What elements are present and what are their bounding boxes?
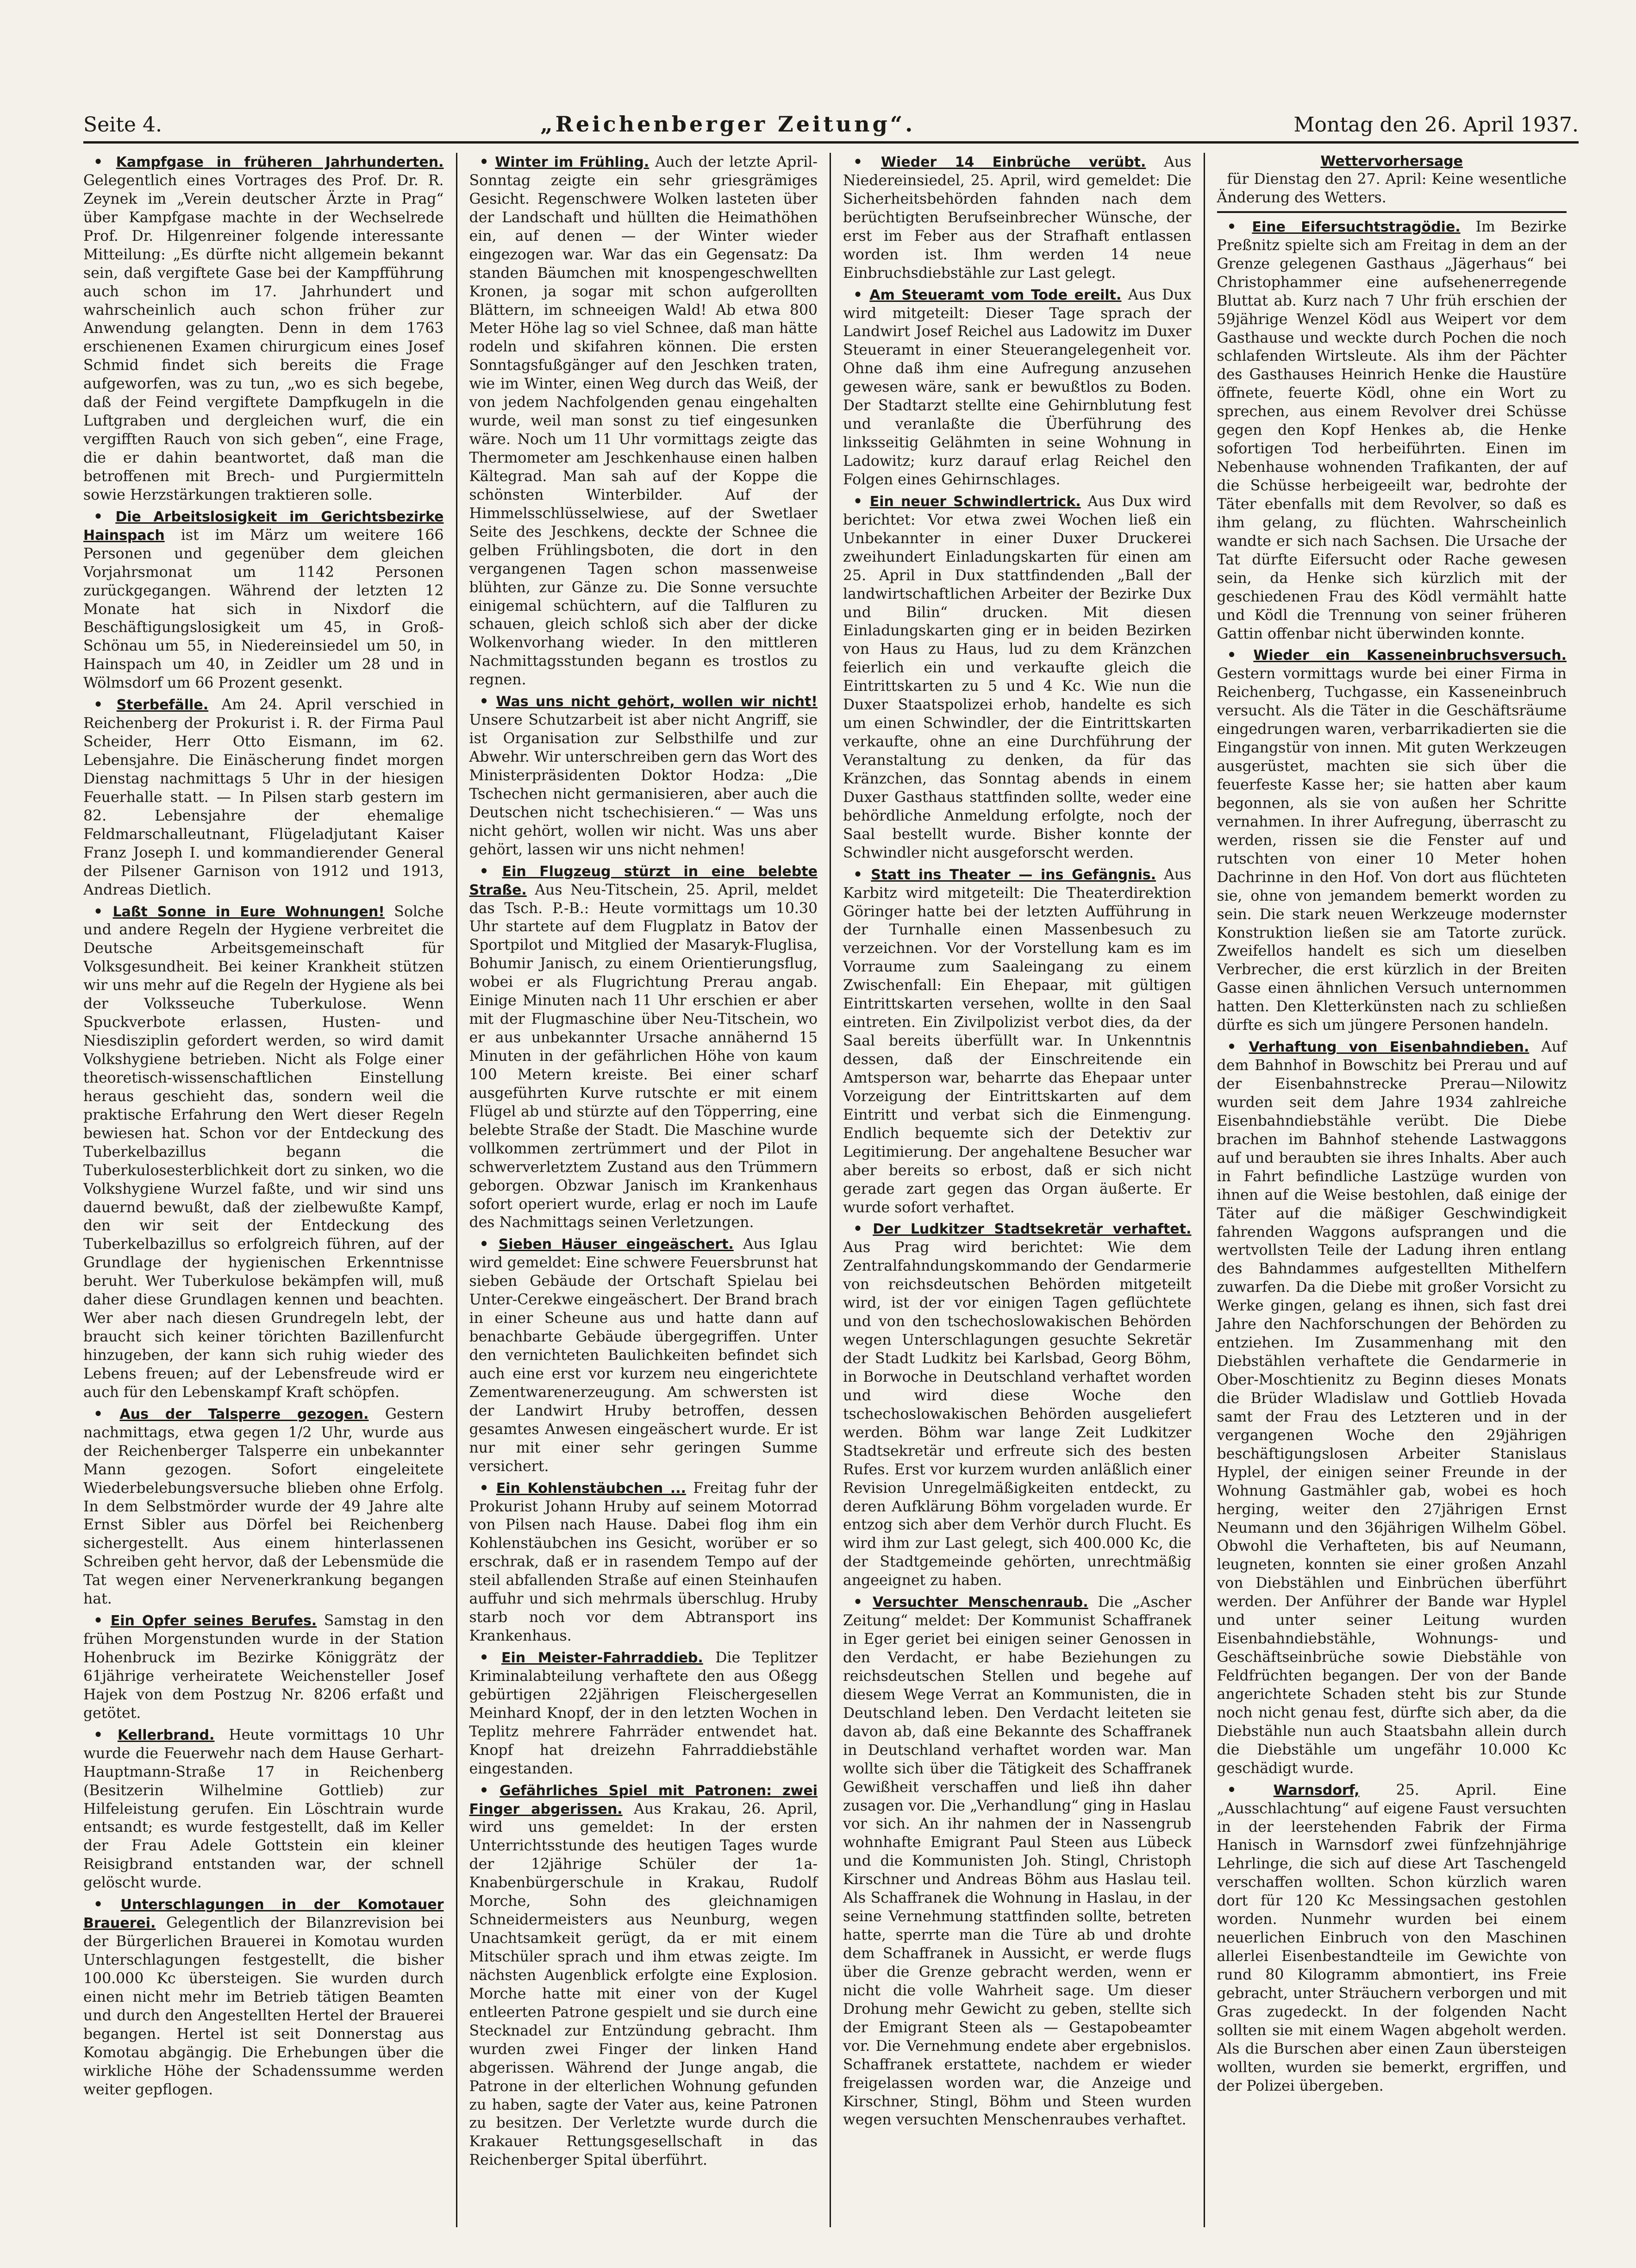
article-body: Aus Prag wird berichtet: Wie dem Zentralfahndungskommando der Gendarmerie von reichsdeutschen Behörden mitgeteilt wird, ist der vor einigen Tagen geflüchtete und von den tschechoslowakischen Behörden wegen Unterschlagungen gesuchte Sekretär der Stadt Ludkitz bei Karlsbad, Georg Böhm, in Borwoche in Deutschland verhaftet worden und wird diese Woche den tschechoslowakischen Behörden ausgeliefert werden. Böhm war lange Zeit Ludkitzer Stadtsekretär und erfreute sich des besten Rufes. Erst vor kurzem wurden anläßlich einer Revision Unregelmäßigkeiten entdeckt, zu deren Aufklärung Böhm vorgeladen wurde. Er entzog sich aber dem Verhör durch Flucht. Es wird ihm zur Last gelegt, sich 400.000 Kc, die der Stadtgemeinde gehörten, unrechtmäßig angeeignet zu haben. xyxy=(843,1239,1192,1589)
article xyxy=(1217,1781,1567,2096)
bullet-mark: • xyxy=(853,1220,873,1238)
article-headline: Kellerbrand. xyxy=(117,1727,215,1743)
bullet-mark: • xyxy=(853,865,871,883)
article-paragraph xyxy=(469,862,818,1233)
bullet-mark: • xyxy=(94,1405,120,1422)
article xyxy=(843,153,1192,283)
article-body: Solche und andere Regeln der Hygiene verbreitet die Deutsche Arbeitsgemeinschaft für Volksgesundheit. Bei keiner Krankheit stützen wir uns mehr auf die Regeln der Hygiene als bei der Volksseuche Tuberkulose. Wenn Spuckverbote erlassen, Husten- und Niesdisziplin gefordert werden, so wird damit Volkshygiene betrieben. Nicht als Folge einer theoretisch-wissenschaftlichen Einstellung heraus geschieht das, sondern weil die praktische Erfahrung den Wert dieser Regeln bewiesen hat. Schon vor der Entdeckung des Tuberkelbazillus begann die Tuberkulosesterblichkeit dort zu sinken, wo die Volkshygiene Wurzel faßte, und wir sind uns dauernd bewußt, daß der zielbewußte Kampf, den wir seit der Entdeckung des Tuberkelbazillus so erfolgreich führen, auf der Grundlage der hygienischen Erkenntnisse beruht. Wer Tuberkulose bekämpfen will, muß daher diese Grundlagen kennen und beachten. Wer aber nach diesen Grundregeln lebt, der braucht sich keiner törichten Bazillenfurcht hinzugeben, der kann sich ruhig wieder des Lebens freuen; auf der Lebensfreude wird er auch für den Lebenskampf Kraft schöpfen. xyxy=(83,903,444,1401)
article-paragraph xyxy=(469,692,818,859)
article xyxy=(469,153,818,689)
weather-forecast xyxy=(1217,153,1567,213)
bullet-mark: • xyxy=(94,902,113,920)
article xyxy=(83,507,444,693)
article-paragraph xyxy=(83,1611,444,1723)
article-paragraph xyxy=(469,1235,818,1476)
article xyxy=(469,692,818,859)
article-headline: Der Ludkitzer Stadtsekretär verhaftet. xyxy=(873,1221,1192,1238)
article-headline: Statt ins Theater — ins Gefängnis. xyxy=(871,866,1156,883)
article-headline: Ein Kohlenstäubchen ... xyxy=(496,1480,687,1497)
article-paragraph xyxy=(469,1479,818,1646)
bullet-mark: • xyxy=(94,1612,111,1629)
article-paragraph xyxy=(1217,646,1567,1035)
article-body: Im Bezirke Preßnitz spielte sich am Freitag in dem an der Grenze gelegenen Gasthaus „Jägerhaus“ bei Christophammer eine aufsehenerregende Bluttat ab. Kurz nach 7 Uhr früh erschien der 59jährige Wenzel Ködl aus Weipert vor dem Gasthause und weckte durch Pochen die noch schlafenden Wirtsleute. Als ihm der Pächter des Gasthauses Heinrich Henke die Haustüre öffnete, feuerte Ködl, ohne ein Wort zu sprechen, aus einem Revolver drei Schüsse gegen den Kopf Henkes ab, die Henke sofortigen Tod herbeiführten. Einen im Nebenhause wohnenden Trafikanten, der auf die Schüsse herbeigeeilt war, bedrohte der Täter ebenfalls mit dem Revolver, so daß es ihm gelang, zu flüchten. Wahrscheinlich wandte er sich nach Sachsen. Die Ursache der Tat dürfte Eifersucht oder Rache gewesen sein, da Henke sich kürzlich mit der geschiedenen Frau des Ködl vermählt hatte und Ködl die Trennung von seiner früheren Gattin offenbar nicht überwinden konnte. xyxy=(1217,218,1567,642)
article-headline: Verhaftung von Eisenbahndieben. xyxy=(1249,1039,1530,1056)
article-body: Die Teplitzer Kriminalabteilung verhaftete den aus Oßegg gebürtigen 22jährigen Fleischergesellen Meinhard Knopf, der in den letzten Wochen in Teplitz mehrere Fahrräder entwendet hat. Knopf hat dreizehn Fahrraddiebstähle eingestanden. xyxy=(469,1649,818,1777)
article-headline: Sieben Häuser eingeäschert. xyxy=(498,1236,734,1253)
article-paragraph xyxy=(469,1648,818,1779)
article-paragraph xyxy=(83,1405,444,1609)
article xyxy=(83,1895,444,2099)
bullet-mark: • xyxy=(853,286,870,303)
bullet-mark: • xyxy=(479,862,502,880)
article-paragraph xyxy=(83,902,444,1402)
bullet-mark: • xyxy=(479,1781,500,1799)
article xyxy=(469,1479,818,1646)
article-headline: Ein Flugzeug stürzt in eine belebte Straße. xyxy=(469,863,818,898)
bullet-mark: • xyxy=(479,1649,501,1666)
article-body: für Dienstag den 27. April: Keine wesentliche Änderung des Wetters. xyxy=(1217,171,1567,206)
article-headline: Ein Meister-Fahrraddieb. xyxy=(501,1650,703,1666)
article-paragraph xyxy=(83,153,444,505)
column-1 xyxy=(83,153,457,2227)
article xyxy=(843,286,1192,489)
bullet-mark: • xyxy=(1227,218,1252,235)
article-paragraph xyxy=(1217,218,1567,644)
article-paragraph xyxy=(469,1781,818,2170)
article-body: Auch der letzte April-Sonntag zeigte ein sehr griesgrämiges Gesicht. Regenschwere Wolken lasteten über der Landschaft und hüllten die Heimathöhen ein, auf denen — der Winter wieder eingezogen war. War das ein Gegensatz: Da standen Bäumchen mit knospengeschwellten Kronen, ja sogar mit schon aufgerollten Blättern, im schneeigen Wald! Ab etwa 800 Meter Höhe lag so viel Schnee, daß man hätte rodeln und skifahren können. Die ersten Sonntagsfußgänger auf den Jeschken traten, wie im Winter, einen Weg durch das Weiß, der von jedem Nachfolgenden genau eingehalten wurde, weil man sonst zu tief eingesunken wäre. Noch um 11 Uhr vormittags zeigte das Thermometer am Jeschkenhause einen halben Kältegrad. Man sah auf der Koppe die schönsten Winterbilder. Auf der Himmelsschlüsselwiese, auf der Swetlaer Seite des Jeschkens, deckte der Schnee die gelben Frühlingsboten, die dort in den vergangenen Tagen schon massenweise blühten, zur Gänze zu. Die Sonne versuchte einigemal schüchtern, auf die Talfluren zu schauen, gleich schloß sich aber der dicke Wolkenvorhang wieder. In den mittleren Nachmittagsstunden begann es trostlos zu regnen. xyxy=(469,154,818,689)
issue-date: Montag den 26. April 1937. xyxy=(1293,113,1579,137)
article-headline: Wettervorhersage xyxy=(1320,153,1463,169)
article-body: Gelegentlich eines Vortrages des Prof. Dr. R. Zeynek im „Verein deutscher Ärzte in Prag“ über Kampfgase machte in der Wechselrede Prof. Dr. Hilgenreiner folgende interessante Mitteilung: „Es dürfte nicht allgemein bekannt sein, daß vergiftete Gase bei der Kampfführung auch schon im 17. Jahrhundert und wahrscheinlich auch schon früher zur Anwendung gelangten. Denn in dem 1763 erschienenen Examen chirurgicum eines Josef Schmid findet sich bereits die Frage aufgeworfen, was zu tun, „wo es sich begebe, daß der Feind vergiftete Dampfkugeln in die Luftgraben und dergleichen wurf, die ein vergifften Rauch von sich geben“, eine Frage, die er dahin beantwortet, daß man die betroffenen mit Brech- und Purgiermitteln sowie Herzstärkungen traktieren solle. xyxy=(83,172,444,503)
article xyxy=(1217,218,1567,644)
column-2 xyxy=(457,153,831,2227)
article-headline: Kampfgase in früheren Jahrhunderten. xyxy=(116,154,444,170)
article-body: Gelegentlich der Bilanzrevision bei der Bürgerlichen Brauerei in Komotau wurden Unterschlagungen festgestellt, die bisher 100.000 Kc übersteigen. Sie wurden durch einen nicht mehr im Betrieb tätigen Beamten und durch den Angestellten Hertel der Brauerei begangen. Hertel ist seit Donnerstag aus Komotau abgängig. Die Erhebungen über die wirkliche Höhe der Schadenssumme werden weiter gepflogen. xyxy=(83,1915,444,2098)
article xyxy=(1217,1038,1567,1778)
article-paragraph xyxy=(843,1593,1192,2130)
article-paragraph xyxy=(843,153,1192,283)
article xyxy=(83,1405,444,1609)
page-number: Seite 4. xyxy=(83,113,162,137)
bullet-mark: • xyxy=(1227,1781,1274,1798)
article-body: Gestern nachmittags, etwa gegen 1/2 Uhr, wurde aus der Reichenberger Talsperre ein unbekannter Mann gezogen. Sofort eingeleitete Wiederbelebungsversuche blieben ohne Erfolg. In dem Selbstmörder wurde der 49 Jahre alte Ernst Sibler aus Dörfel bei Reichenberg sichergestellt. Aus einem hinterlassenen Schreiben geht hervor, daß der Lebensmüde die Tat wegen einer Nervenerkrankung begangen hat. xyxy=(83,1405,444,1608)
column-3 xyxy=(831,153,1205,2227)
article-headline: Am Steueramt vom Tode ereilt. xyxy=(869,287,1122,303)
article xyxy=(469,1648,818,1779)
article-headline: Wieder ein Kasseneinbruchsversuch. xyxy=(1253,647,1567,664)
article-headline: Eine Eifersuchtstragödie. xyxy=(1252,219,1461,235)
newspaper-page xyxy=(83,107,1579,2237)
article-paragraph xyxy=(843,865,1192,1217)
article-body: Samstag in den frühen Morgenstunden wurde in der Station Hohenbruck im Bezirke Königgrätz der 61jährige verheiratete Weichensteller Josef Hajek von dem Postzug Nr. 8206 erfaßt und getötet. xyxy=(83,1612,444,1722)
article-headline: Wieder 14 Einbrüche verübt. xyxy=(880,154,1146,170)
article-headline: Laßt Sonne in Eure Wohnungen! xyxy=(112,903,385,920)
article-body: Gestern vormittags wurde bei einer Firma in Reichenberg, Tuchgasse, ein Kasseneinbruch versucht. Als die Täter in die Geschäftsräume eingedrungen waren, verbarrikadierten sie die Eingangstür von innen. Mit guten Werkzeugen ausgerüstet, machten sie sich über die feuerfeste Kasse her; sie hatten aber kaum begonnen, als sie von außen her Schritte vernahmen. In ihrer Aufregung, überrascht zu werden, rissen sie die Fenster auf und rutschten von einer 10 Meter hohen Dachrinne in den Hof. Von dort aus flüchteten sie, ohne von jemandem bemerkt worden zu sein. Die stark neuen Werkzeuge modernster Konstruktion ließen sie am Tatorte zurück. Zweifellos handelt es sich um dieselben Verbrecher, die erst kürzlich in der Breiten Gasse einen ähnlichen Versuch unternommen hatten. Den Kletterkünsten nach zu schließen dürfte es sich um jüngere Personen handeln. xyxy=(1217,665,1567,1034)
article-headline: Ein Opfer seines Berufes. xyxy=(110,1613,317,1629)
article-body: Die „Ascher Zeitung“ meldet: Der Kommunist Schaffranek in Eger geriet bei einigen seiner Genossen in den Verdacht, er habe Beziehungen zu reichsdeutschen Stellen und begehe auf diesem Wege Verrat an Kommunisten, die in Deutschland leben. Den Verdacht leiteten sie davon ab, daß eine Bekannte des Schaffranek in Deutschland verhaftet worden war. Man wollte sich über die Tätigkeit des Schaffranek Gewißheit verschaffen und ließ ihn daher zusagen vor. Die „Verhandlung“ ging in Haslau vor sich. An ihr nahmen der in Nassengrub wohnhafte Emigrant Paul Steen aus Lübeck und die Kommunisten Joh. Stingl, Christoph Kirschner und Andreas Böhm aus Haslau teil. Als Schaffranek die Wohnung in Haslau, in der seine Vernehmung stattfinden sollte, betreten hatte, sperrte man die Türe ab und drohte dem Schaffranek in Aussicht, er werde flugs über die Grenze gebracht werden, wenn er nicht die volle Wahrheit sage. Um dieser Drohung mehr Gewicht zu geben, stellte sich der Emigrant Steen als — Gestapobeamter vor. Die Vernehmung endete aber ergebnislos. Schaffranek erstattete, nachdem er wieder freigelassen worden war, die Anzeige und Kirschner, Stingl, Böhm und Steen wurden wegen versuchten Menschenraubes verhaftet. xyxy=(843,1594,1192,2129)
article xyxy=(1217,646,1567,1035)
article xyxy=(83,153,444,505)
article-headline: Warnsdorf, xyxy=(1273,1782,1360,1798)
article xyxy=(83,695,444,899)
bullet-mark: • xyxy=(853,1593,873,1611)
bullet-mark: • xyxy=(94,507,116,525)
article-headline: Aus der Talsperre gezogen. xyxy=(119,1406,369,1422)
article xyxy=(83,1611,444,1723)
article-body: ist im März um weitere 166 Personen und gegenüber dem gleichen Vorjahrsmonat um 1142 Personen zurückgegangen. Während der letzten 12 Monate hat sich in Nixdorf die Beschäftigungslosigkeit um 45, in Groß-Schönau um 55, in Niedereinsiedel um 50, in Hainspach um 40, in Zeidler um 28 und in Wölmsdorf um 66 Prozent gesenkt. xyxy=(83,526,444,692)
column-4 xyxy=(1205,153,1579,2227)
article-headline: Versuchter Menschenraub. xyxy=(873,1594,1088,1611)
article-paragraph xyxy=(469,153,818,689)
article-body: Freitag fuhr der Prokurist Johann Hruby auf seinem Motorrad von Pilsen nach Hause. Dabei flog ihm ein Kohlenstäubchen ins Gesicht, worüber er so erschrak, daß er in rasendem Tempo auf der steil abfallenden Straße auf einen Steinhaufen auffuhr und sich mehrmals überschlug. Hruby starb noch vor dem Abtransport ins Krankenhaus. xyxy=(469,1479,818,1645)
article-paragraph xyxy=(1217,1781,1567,2096)
article-columns xyxy=(83,153,1579,2227)
article xyxy=(843,492,1192,863)
article-body: 25. April. Eine „Ausschlachtung“ auf eigene Faust versuchten in der leerstehenden Fabrik der Firma Hanisch in Warnsdorf zwei fünfzehnjährige Lehrlinge, die sich auf diese Art Taschengeld verschaffen wollten. Schon kürzlich waren dort für 120 Kc Messingsachen gestohlen worden. Nunmehr wurden bei einem neuerlichen Einbruch von den Maschinen allerlei Eisenbestandteile im Gewichte von rund 80 Kilogramm abmontiert, ins Freie gebracht, unter Sträuchern verborgen und mit Gras zugedeckt. In der folgenden Nacht sollten sie mit einem Wagen abgeholt werden. Als die Burschen aber einen Zaun übersteigen wollten, wurden sie bemerkt, ergriffen, und der Polizei übergeben. xyxy=(1217,1781,1567,2094)
article-paragraph xyxy=(83,1895,444,2099)
bullet-mark: • xyxy=(94,1726,118,1743)
bullet-mark: • xyxy=(94,696,117,714)
bullet-mark: • xyxy=(853,492,870,510)
article xyxy=(843,1593,1192,2130)
bullet-mark: • xyxy=(1227,646,1254,664)
article-body: Auf dem Bahnhof in Bowschitz bei Prerau und auf der Eisenbahnstrecke Prerau—Nilowitz wurden seit dem Jahre 1934 zahlreiche Eisenbahndiebstähle verübt. Die Diebe brachen im Bahnhof stehende Lastwaggons auf und beraubten sie ihres Inhalts. Aber auch in Fahrt befindliche Lastzüge wurden von ihnen auf die Weise bestohlen, daß einige der Täter auf die mäßiger Geschwindigkeit fahrenden Waggons aufsprangen und die wertvollsten Teile der Ladung ihren entlang des Bahndammes aufgestellten Mithelfern zuwarfen. Da die Diebe mit großer Vorsicht zu Werke gingen, gelang es ihnen, sich fast drei Jahre den Nachforschungen der Behörden zu entziehen. Im Zusammenhang mit den Diebstählen verhaftete die Gendarmerie in Ober-Moschtienitz zu Beginn dieses Monats die Brüder Wladislaw und Gottlieb Hovada samt der Frau des Letzteren und in der vergangenen Woche den 29jährigen beschäftigungslosen Arbeiter Stanislaus Hyplel, der einigen seiner Freunde in der Wohnung Gastmähler gab, wobei es hoch herging, weiter den 27jährigen Ernst Neumann und den 36jährigen Wilhelm Göbel. Obwohl die Verhafteten, bis auf Neumann, leugneten, konnten sie einer großen Anzahl von Diebstählen und Einbrüchen überführt werden. Der Anführer der Bande war Hyplel und unter seiner Leitung wurden Eisenbahndiebstähle, Wohnungs- und Geschäftseinbrüche sowie Diebstähle von Feldfrüchten begangen. Der von der Bande angerichtete Schaden steht bis zur Stunde noch nicht genau fest, dürfte sich aber, da die Diebstähle nun auch Staatsbahn allein durch die Diebstähle um ungefähr 10.000 Kc geschädigt wurde. xyxy=(1217,1039,1567,1777)
article-paragraph xyxy=(843,286,1192,489)
article-body: Am 24. April verschied in Reichenberg der Prokurist i. R. der Firma Paul Scheider, Herr Otto Eismann, im 62. Lebensjahre. Die Einäscherung findet morgen Dienstag nachmittags 5 Uhr in der hiesigen Feuerhalle statt. — In Pilsen starb gestern im 82. Lebensjahre der ehemalige Feldmarschalleutnant, Flügeladjutant Kaiser Franz Joseph I. und kommandierender General der Pilsener Garnison von 1912 und 1913, Andreas Dietlich. xyxy=(83,696,444,898)
masthead xyxy=(83,107,1579,144)
article-headline: Was uns nicht gehört, wollen wir nicht! xyxy=(496,694,818,710)
article-body: Aus Dux wird mitgeteilt: Dieser Tage sprach der Landwirt Josef Reichel aus Ladowitz im Duxer Steueramt in einer Steuerangelegenheit vor. Ohne daß ihm eine Aufregung anzusehen gewesen wäre, sank er bewußtlos zu Boden. Der Stadtarzt stellte eine Gehirnblutung fest und veranlaßte die Überführung des linksseitig Gelähmten in seine Wohnung in Ladowitz; kurz darauf erlag Reichel den Folgen eines Gehirnschlages. xyxy=(843,286,1192,488)
article-body: Heute vormittags 10 Uhr wurde die Feuerwehr nach dem Hause Gerhart-Hauptmann-Straße 17 in Reichenberg (Besitzerin Wilhelmine Gottlieb) zur Hilfeleistung gerufen. Ein Löschtrain wurde entsandt; es wurde festgestellt, daß im Keller der Frau Adele Gottstein ein kleiner Reisigbrand entstanden war, der schnell gelöscht wurde. xyxy=(83,1726,444,1892)
bullet-mark: • xyxy=(479,1479,496,1497)
bullet-mark: • xyxy=(94,1896,121,1913)
article-headline: Die Arbeitslosigkeit im Gerichtsbezirke Hainspach xyxy=(83,508,444,544)
bullet-mark: • xyxy=(479,693,496,710)
article-paragraph xyxy=(1217,1038,1567,1778)
article-headline: Sterbefälle. xyxy=(116,697,209,714)
article-paragraph xyxy=(83,695,444,899)
article-headline: Winter im Frühling. xyxy=(495,154,649,170)
article-headline: Unterschlagungen in der Komotauer Brauerei. xyxy=(83,1897,444,1932)
newspaper-title: „Reichenberger Zeitung“. xyxy=(540,112,916,137)
article-body: Unsere Schutzarbeit ist aber nicht Angriff, sie ist Organisation zur Selbsthilfe und zur Abwehr. Wir unterschreiben gern das Wort des Ministerpräsidenten Doktor Hodza: „Die Tschechen nicht germanisieren, aber auch die Deutschen nicht tschechisieren.“ — Was uns nicht gehört, wollen wir nicht. Was uns aber gehört, lassen wir uns nicht nehmen! xyxy=(469,712,818,858)
article-body: Aus Iglau wird gemeldet: Eine schwere Feuersbrunst hat sieben Gebäude der Ortschaft Spielau bei Unter-Cerekwe eingeäschert. Der Brand brach in einer Scheune aus und hatte dann auf benachbarte Gebäude übergegriffen. Unter den vernichteten Baulichkeiten befindet sich auch eine erst vor kurzem neu eingerichtete Zementwarenerzeugung. Am schwersten ist der Landwirt Hruby betroffen, dessen gesamtes Anwesen eingeäschert wurde. Er ist nur mit einer sehr geringen Summe versichert. xyxy=(469,1236,818,1475)
article xyxy=(469,862,818,1233)
bullet-mark: • xyxy=(479,153,495,170)
article xyxy=(469,1235,818,1476)
article xyxy=(83,902,444,1402)
bullet-mark: • xyxy=(853,153,881,170)
article xyxy=(843,1220,1192,1590)
article-paragraph xyxy=(83,507,444,693)
article-headline: Ein neuer Schwindlertrick. xyxy=(869,493,1081,510)
article-body: Aus Niedereinsiedel, 25. April, wird gemeldet: Die Sicherheitsbehörden fahnden nach dem berüchtigten Berufseinbrecher Wünsche, der erst im Feber aus der Strafhaft entlassen worden ist. Ihm werden 14 neue Einbruchsdiebstähle zur Last gelegt. xyxy=(843,154,1192,282)
article-body: Aus Neu-Titschein, 25. April, meldet das Tsch. P.-B.: Heute vormittags um 10.30 Uhr startete auf dem Flugplatz in Batov der Sportpilot und Mitglied der Masaryk-Fluglisa, Bohumir Janisch, zu einem Orientierungsflug, wobei er als Flugrichtung Prerau angab. Einige Minuten nach 11 Uhr erschien er aber mit der Flugmaschine über Neu-Titschein, wo er aus unbekannter Ursache annähernd 15 Minuten in der gefährlichen Höhe von kaum 100 Metern kreiste. Bei einer scharf ausgeführten Kurve rutschte er mit einem Flügel ab und stürzte auf den Töpperring, eine belebte Straße der Stadt. Die Maschine wurde vollkommen zertrümmert und der Pilot in schwerverletztem Zustand aus den Trümmern geborgen. Obzwar Janisch im Krankenhaus sofort operiert wurde, erlag er noch im Laufe des Nachmittags seinen Verletzungen. xyxy=(469,881,818,1231)
article xyxy=(843,865,1192,1217)
article xyxy=(469,1781,818,2170)
article-headline: Gefährliches Spiel mit Patronen: zwei Finger abgerissen. xyxy=(469,1782,818,1817)
bullet-mark: • xyxy=(1227,1038,1249,1056)
article-body: Aus Krakau, 26. April, wird uns gemeldet: In der ersten Unterrichtsstunde des heutigen Tages wurde der 12jährige Schüler der 1a-Knabenbürgerschule in Krakau, Rudolf Morche, Sohn des gleichnamigen Schneidermeisters aus Neunburg, wegen Unachtsamkeit gerügt, da er mit einem Mitschüler sprach und ihm etwas zeigte. Im nächsten Augenblick erfolgte eine Explosion. Morche hatte mit einer von der Kugel entleerten Patrone gespielt und sie durch eine Stecknadel zur Entzündung gebracht. Ihm wurden zwei Finger der linken Hand abgerissen. Während der Junge angab, die Patrone in der elterlichen Wohnung gefunden zu haben, sagte der Vater aus, keine Patronen zu besitzen. Der Verletzte wurde durch die Krakauer Rettungsgesellschaft in das Reichenberger Spital überführt. xyxy=(469,1800,818,2169)
article-paragraph xyxy=(83,1726,444,1892)
article-paragraph xyxy=(843,492,1192,863)
bullet-mark: • xyxy=(94,153,116,170)
article-body: Aus Dux wird berichtet: Vor etwa zwei Wochen ließ ein Unbekannter in einer Duxer Druckerei zweihundert Einladungskarten für einen am 25. April in Dux stattfindenden „Ball der landwirtschaftlichen Arbeiter der Bezirke Dux und Bilin“ drucken. Mit diesen Einladungskarten ging er in beiden Bezirken von Haus zu Haus, lud zu dem Kränzchen feierlich ein und verkaufte gleich die Eintrittskarten zu 5 und 4 Kc. Wie nun die Duxer Staatspolizei erhob, handelte es sich um einen Schwindler, der die Eintrittskarten verkaufte, ohne an eine Durchführung der Veranstaltung zu denken, da für das Kränzchen, das Sonntag abends in einem Duxer Gasthaus stattfinden sollte, weder eine behördliche Anmeldung erfolgte, noch der Saal bestellt wurde. Bisher konnte der Schwindler nicht ausgeforscht werden. xyxy=(843,493,1192,861)
article xyxy=(83,1726,444,1892)
bullet-mark: • xyxy=(479,1235,499,1253)
article-paragraph xyxy=(843,1220,1192,1590)
article-body: Aus Karbitz wird mitgeteilt: Die Theaterdirektion Göringer hatte bei der letzten Aufführung in der Turnhalle einen Massenbesuch zu verzeichnen. Vor der Vorstellung kam es im Vorraume zum Saaleingang zu einem Zwischenfall: Ein Ehepaar, mit gültigen Eintrittskarten versehen, wollte in den Saal eintreten. Ein Zivilpolizist verbot dies, da der Saal bereits überfüllt war. In Unkenntnis dessen, daß der Einschreitende ein Amtsperson war, beharrte das Ehepaar unter Vorzeigung der Eintrittskarten auf dem Eintritt und verbat sich die Einmengung. Endlich bequemte sich der Detektiv zur Legitimierung. Der angehaltene Besucher war aber bereits so erbost, daß er sich nicht gerade zart gegen das Organ äußerte. Er wurde sofort verhaftet. xyxy=(843,866,1192,1216)
